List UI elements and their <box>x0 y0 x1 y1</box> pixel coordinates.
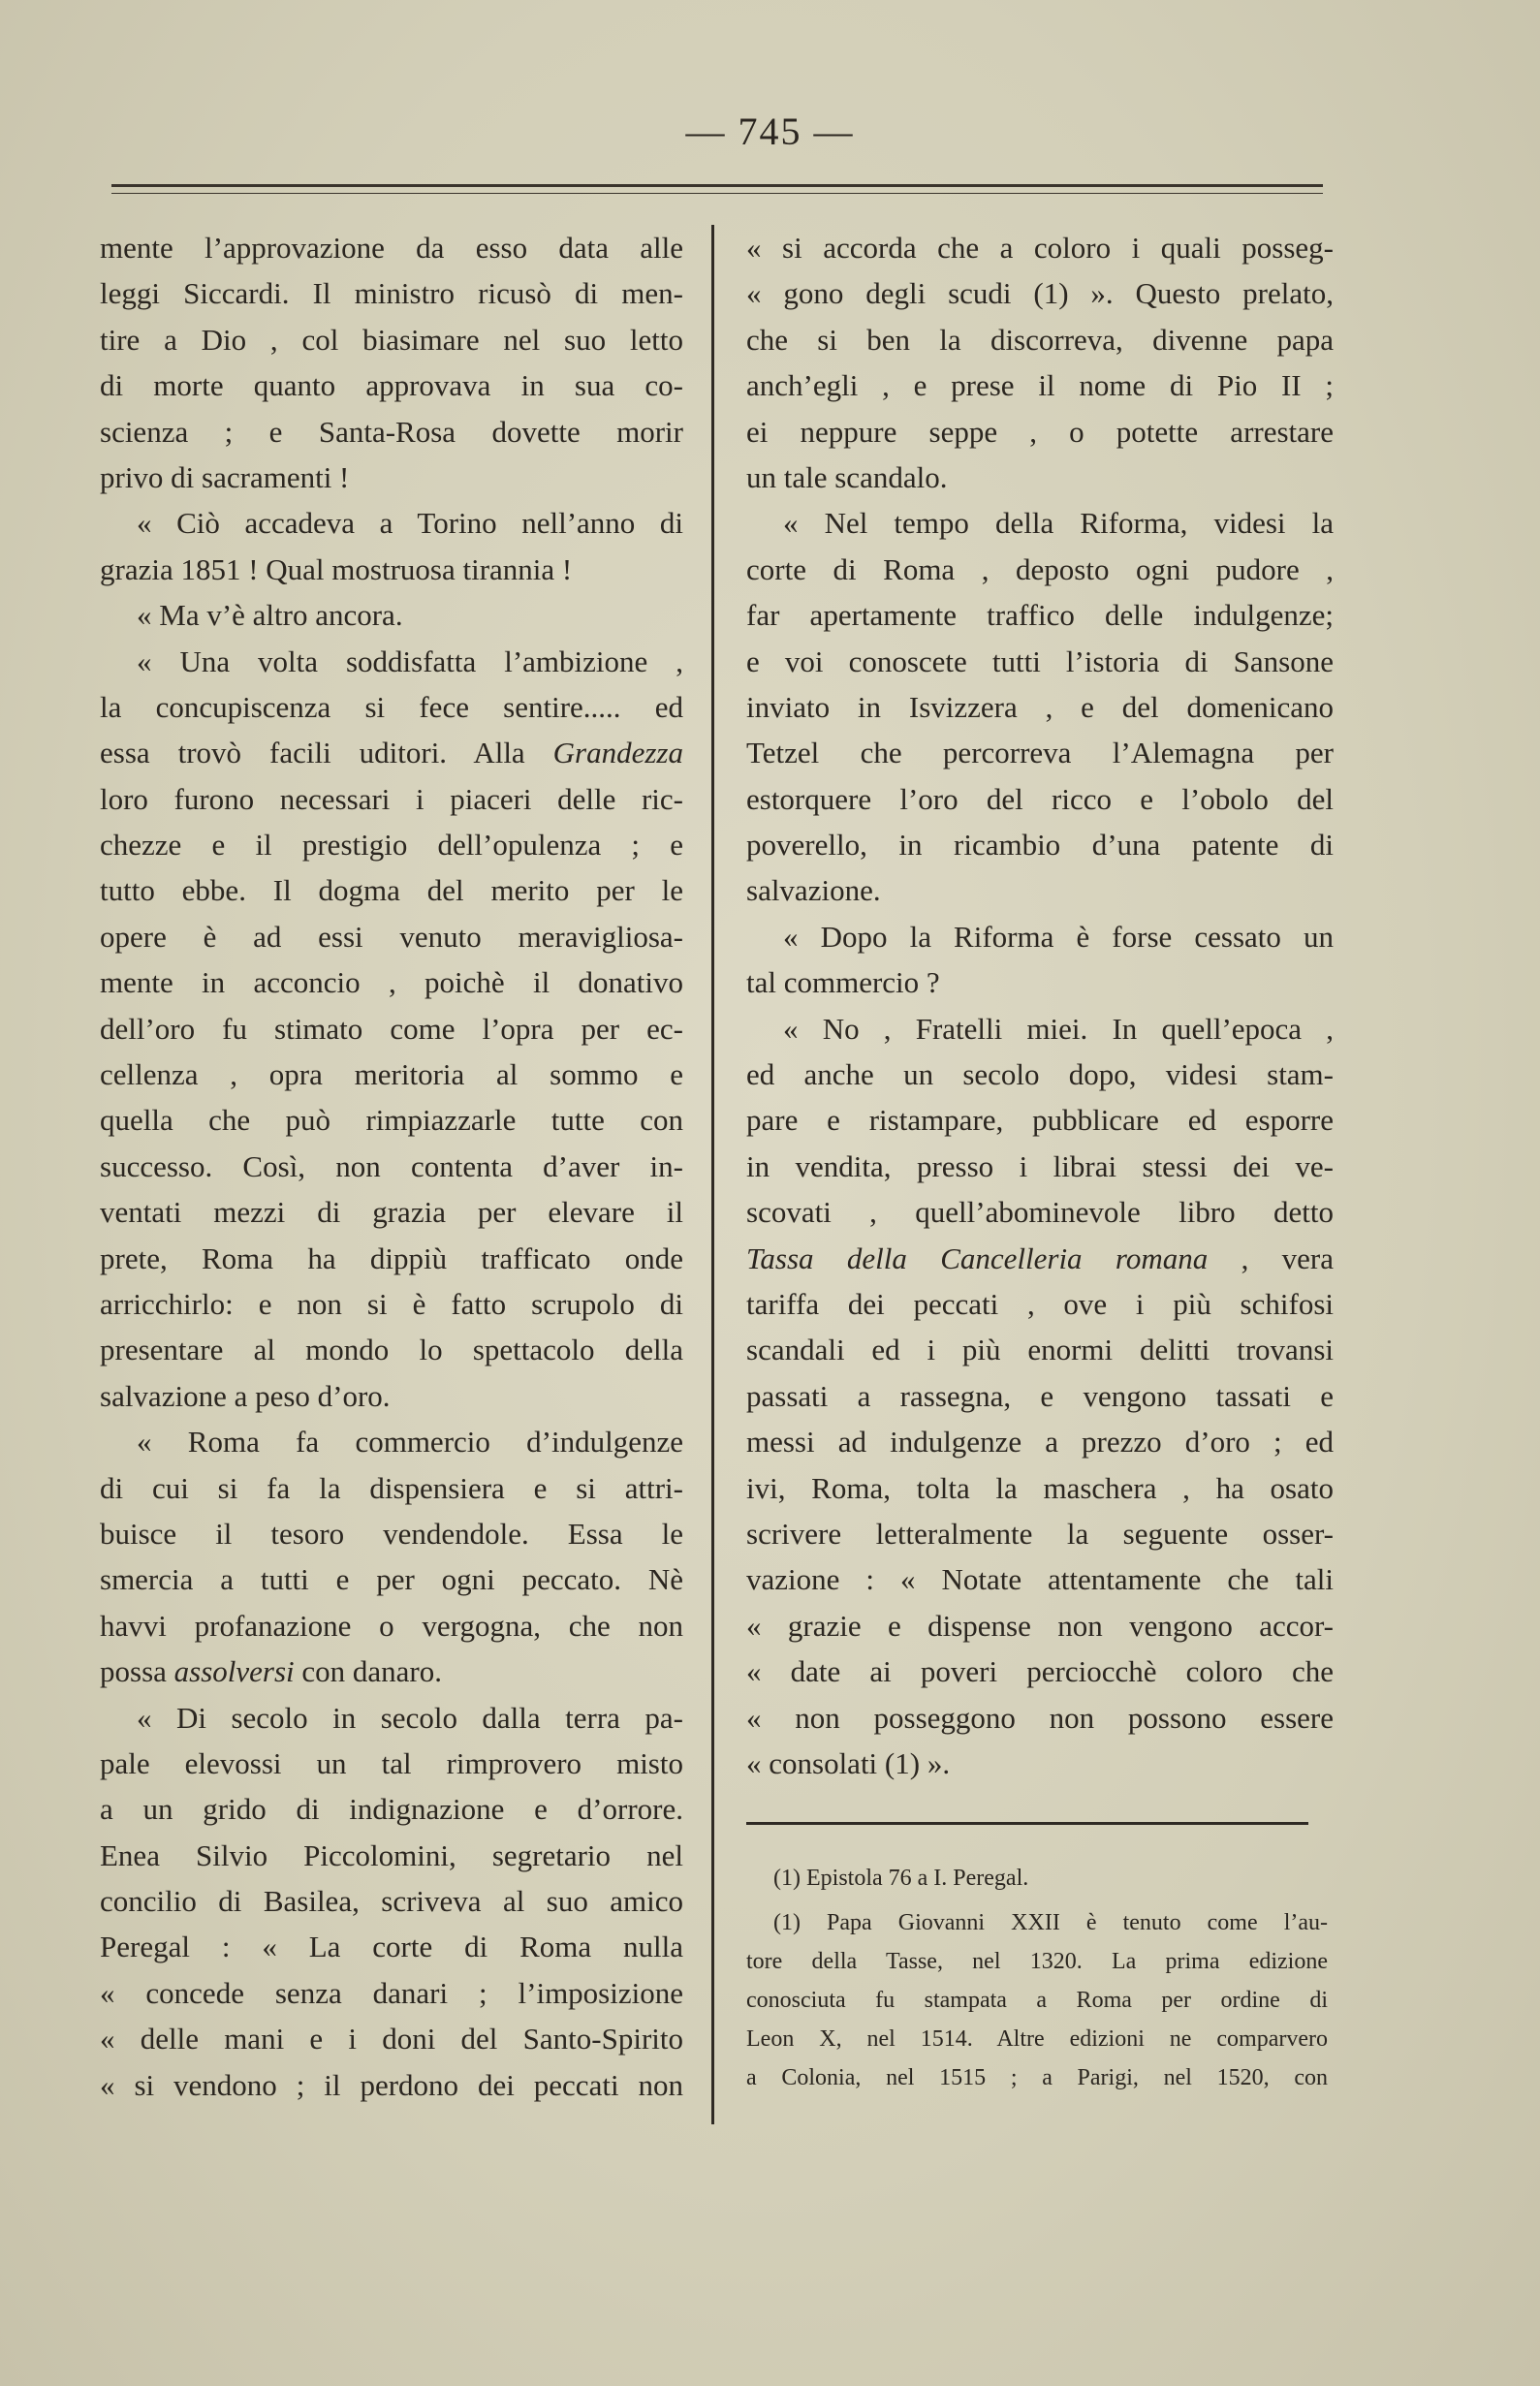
text-run: ivi, Roma, tolta la maschera , ha osato <box>746 1470 1334 1505</box>
text-line <box>100 1144 683 1189</box>
text-line <box>746 547 1334 592</box>
text-run: « si vendono ; il perdono dei peccati non <box>100 2067 683 2102</box>
text-run: « Di secolo in secolo dalla terra pa- <box>137 1700 683 1735</box>
text-run: « Ciò accadeva a Torino nell’anno di <box>137 506 683 541</box>
text-run: « si accorda che a coloro i quali posseg- <box>746 231 1334 265</box>
text-run: a Colonia, nel 1515 ; a Parigi, nel 1520, con <box>746 2065 1328 2090</box>
text-run: scandali ed i più enormi delitti trovansi <box>746 1333 1334 1367</box>
text-run: salvazione a peso d’oro. <box>100 1378 391 1413</box>
text-run: smercia a tutti e per ogni peccato. Nè <box>100 1562 683 1597</box>
text-run: ventati mezzi di grazia per elevare il <box>100 1195 683 1230</box>
text-line <box>746 684 1334 730</box>
text-line <box>746 914 1334 959</box>
text-run: « consolati (1) ». <box>746 1745 951 1780</box>
page-number: — 745 — <box>685 110 855 153</box>
text-line <box>746 1189 1334 1235</box>
text-run: salvazione. <box>746 873 881 908</box>
text-run: con danaro. <box>301 1654 442 1689</box>
right-column <box>746 225 1334 1786</box>
left-column <box>100 225 683 2108</box>
text-line <box>746 270 1334 316</box>
text-run: « Roma fa commercio d’indulgenze <box>137 1425 683 1460</box>
text-line <box>746 1511 1334 1556</box>
text-line <box>746 1859 1328 1898</box>
text-line <box>746 1981 1328 2020</box>
text-line <box>100 1052 683 1097</box>
text-line <box>746 639 1334 684</box>
text-run: e voi conoscete tutti l’istoria di Sansone <box>746 644 1334 678</box>
text-run: scovati , quell’abominevole libro detto <box>746 1195 1334 1230</box>
text-run: « gono degli scudi (1) ». Questo prelato, <box>746 276 1334 311</box>
text-run: « date ai poveri perciocchè coloro che <box>746 1654 1334 1689</box>
text-line <box>746 592 1334 638</box>
text-line <box>100 1419 683 1464</box>
text-line <box>100 639 683 684</box>
text-line <box>100 1741 683 1786</box>
text-run: vazione : « Notate attentamente che tali <box>746 1562 1334 1597</box>
text-line <box>100 1695 683 1741</box>
header-rule <box>111 184 1323 194</box>
text-run: pare e ristampare, pubblicare ed esporre <box>746 1103 1334 1138</box>
text-line <box>746 409 1334 455</box>
text-run: havvi profanazione o vergogna, che non <box>100 1608 683 1643</box>
footnote <box>746 1859 1328 1898</box>
text-line <box>100 362 683 408</box>
text-line <box>746 1327 1334 1372</box>
text-line <box>100 1603 683 1648</box>
footnotes <box>746 1859 1328 2097</box>
text-run: a un grido di indignazione e d’orrore. <box>100 1792 683 1827</box>
text-line <box>100 1924 683 1969</box>
text-line <box>100 270 683 316</box>
text-run: leggi Siccardi. Il ministro ricusò di men- <box>100 276 683 311</box>
text-line <box>100 822 683 867</box>
text-line <box>746 1419 1334 1464</box>
text-run: corte di Roma , deposto ogni pudore , <box>746 551 1334 586</box>
text-run: la concupiscenza si fece sentire..... ed <box>100 689 683 724</box>
text-run: mente l’approvazione da esso data alle <box>100 231 683 265</box>
text-run: Enea Silvio Piccolomini, segretario nel <box>100 1837 683 1872</box>
text-line <box>100 1878 683 1924</box>
text-line <box>746 2020 1328 2058</box>
italic-text: Grandezza <box>552 736 683 770</box>
text-line <box>746 1648 1334 1694</box>
text-run: « Nel tempo della Riforma, videsi la <box>783 506 1334 541</box>
text-run: in vendita, presso i librai stessi dei ve- <box>746 1148 1334 1183</box>
text-line <box>100 1556 683 1602</box>
text-run: anch’egli , e prese il nome di Pio II ; <box>746 368 1334 403</box>
text-run: buisce il tesoro vendendole. Essa le <box>100 1516 683 1551</box>
text-line <box>746 500 1334 546</box>
text-line <box>100 409 683 455</box>
text-line <box>746 1281 1334 1327</box>
text-run: di morte quanto approvava in sua co- <box>100 368 683 403</box>
text-line <box>100 1097 683 1143</box>
text-line <box>746 362 1334 408</box>
text-run: cellenza , opra meritoria al sommo e <box>100 1057 683 1092</box>
text-line <box>100 547 683 592</box>
text-run: , vera <box>1241 1240 1335 1275</box>
text-run: presentare al mondo lo spettacolo della <box>100 1333 683 1367</box>
text-line <box>746 867 1334 913</box>
column-divider <box>711 225 714 2124</box>
text-line <box>100 1511 683 1556</box>
text-run: quella che può rimpiazzarle tutte con <box>100 1103 683 1138</box>
text-line <box>100 1327 683 1372</box>
text-run: tariffa dei peccati , ove i più schifosi <box>746 1286 1334 1321</box>
text-line <box>746 225 1334 270</box>
text-line <box>746 1236 1334 1281</box>
text-line <box>746 1144 1334 1189</box>
italic-text: Tassa della Cancelleria romana <box>746 1240 1209 1275</box>
text-run: (1) Papa Giovanni XXII è tenuto come l’au- <box>773 1910 1328 1935</box>
text-run: arricchirlo: e non si è fatto scrupolo di <box>100 1286 683 1321</box>
text-run: far apertamente traffico delle indulgenze; <box>746 598 1334 633</box>
footnote-rule <box>746 1822 1308 1825</box>
italic-text: assolversi <box>173 1654 295 1689</box>
text-run: « grazie e dispense non vengono accor- <box>746 1608 1334 1643</box>
text-line <box>746 1695 1334 1741</box>
text-line <box>100 776 683 822</box>
text-run: mente in acconcio , poichè il donativo <box>100 965 683 1000</box>
text-run: prete, Roma ha dippiù trafficato onde <box>100 1240 683 1275</box>
text-line <box>746 1603 1334 1648</box>
text-line <box>100 500 683 546</box>
text-line <box>746 1903 1328 1942</box>
text-line <box>746 776 1334 822</box>
text-line <box>100 225 683 270</box>
text-run: Leon X, nel 1514. Altre edizioni ne comparvero <box>746 2026 1328 2052</box>
text-run: privo di sacramenti ! <box>100 459 350 494</box>
text-run: « Dopo la Riforma è forse cessato un <box>783 919 1334 954</box>
text-line <box>100 2016 683 2061</box>
text-line <box>100 1786 683 1832</box>
text-run: essa trovò facili uditori. Alla <box>100 736 525 770</box>
text-run: chezze e il prestigio dell’opulenza ; e <box>100 828 683 863</box>
text-line <box>100 455 683 500</box>
text-run: scrivere letteralmente la seguente osser- <box>746 1516 1334 1551</box>
text-line <box>746 1741 1334 1786</box>
text-line <box>746 1097 1334 1143</box>
text-run: tire a Dio , col biasimare nel suo letto <box>100 322 683 357</box>
text-run: « Una volta soddisfatta l’ambizione , <box>137 644 683 678</box>
text-line <box>100 317 683 362</box>
text-line <box>746 317 1334 362</box>
text-run: pale elevossi un tal rimprovero misto <box>100 1745 683 1780</box>
text-line <box>746 455 1334 500</box>
text-run: passati a rassegna, e vengono tassati e <box>746 1378 1334 1413</box>
text-line <box>746 1052 1334 1097</box>
text-run: estorquere l’oro del ricco e l’obolo del <box>746 781 1334 816</box>
text-line <box>746 1465 1334 1511</box>
text-line <box>746 2058 1328 2097</box>
text-line <box>100 2062 683 2108</box>
text-run: concilio di Basilea, scriveva al suo amico <box>100 1884 683 1919</box>
text-run: ei neppure seppe , o potette arrestare <box>746 414 1334 449</box>
text-run: opere è ad essi venuto meravigliosa- <box>100 919 683 954</box>
text-line <box>100 730 683 775</box>
text-line <box>100 1833 683 1878</box>
text-line <box>100 592 683 638</box>
text-run: loro furono necessari i piaceri delle ric- <box>100 781 683 816</box>
text-run: « delle mani e i doni del Santo-Spirito <box>100 2022 683 2056</box>
text-run: possa <box>100 1654 167 1689</box>
text-run: dell’oro fu stimato come l’opra per ec- <box>100 1011 683 1046</box>
text-run: tutto ebbe. Il dogma del merito per le <box>100 873 683 908</box>
text-line <box>100 1006 683 1052</box>
text-run: di cui si fa la dispensiera e si attri- <box>100 1470 683 1505</box>
text-line <box>100 1465 683 1511</box>
text-line <box>746 1373 1334 1419</box>
text-run: Tetzel che percorreva l’Alemagna per <box>746 736 1334 770</box>
text-run: « concede senza danari ; l’imposizione <box>100 1975 683 2010</box>
text-line <box>100 867 683 913</box>
footnote <box>746 1903 1328 2097</box>
text-run: Peregal : « La corte di Roma nulla <box>100 1930 683 1964</box>
text-line <box>746 1556 1334 1602</box>
text-line <box>746 822 1334 867</box>
text-run: inviato in Isvizzera , e del domenicano <box>746 689 1334 724</box>
text-run: « non posseggono non possono essere <box>746 1700 1334 1735</box>
text-line <box>100 914 683 959</box>
text-run: grazia 1851 ! Qual mostruosa tirannia ! <box>100 551 573 586</box>
text-line <box>100 959 683 1005</box>
text-run: che si ben la discorreva, divenne papa <box>746 322 1334 357</box>
text-line <box>746 1942 1328 1981</box>
text-run: ed anche un secolo dopo, videsi stam- <box>746 1057 1334 1092</box>
text-line <box>100 1281 683 1327</box>
text-run: scienza ; e Santa-Rosa dovette morir <box>100 414 683 449</box>
text-run: messi ad indulgenze a prezzo d’oro ; ed <box>746 1425 1334 1460</box>
text-line <box>746 959 1334 1005</box>
text-run: (1) Epistola 76 a I. Peregal. <box>773 1866 1029 1891</box>
text-run: poverello, in ricambio d’una patente di <box>746 828 1334 863</box>
text-run: tore della Tasse, nel 1320. La prima edizione <box>746 1949 1328 1974</box>
text-line <box>746 730 1334 775</box>
text-line <box>100 1373 683 1419</box>
text-line <box>100 1189 683 1235</box>
text-run: « No , Fratelli miei. In quell’epoca , <box>783 1011 1334 1046</box>
text-run: « Ma v’è altro ancora. <box>137 598 403 633</box>
text-run: successo. Così, non contenta d’aver in- <box>100 1148 683 1183</box>
text-run: conosciuta fu stampata a Roma per ordine di <box>746 1988 1328 2013</box>
text-line <box>746 1006 1334 1052</box>
text-line <box>100 684 683 730</box>
text-line <box>100 1236 683 1281</box>
text-run: tal commercio ? <box>746 965 940 1000</box>
text-line <box>100 1648 683 1694</box>
text-run: un tale scandalo. <box>746 459 948 494</box>
text-line <box>100 1970 683 2016</box>
